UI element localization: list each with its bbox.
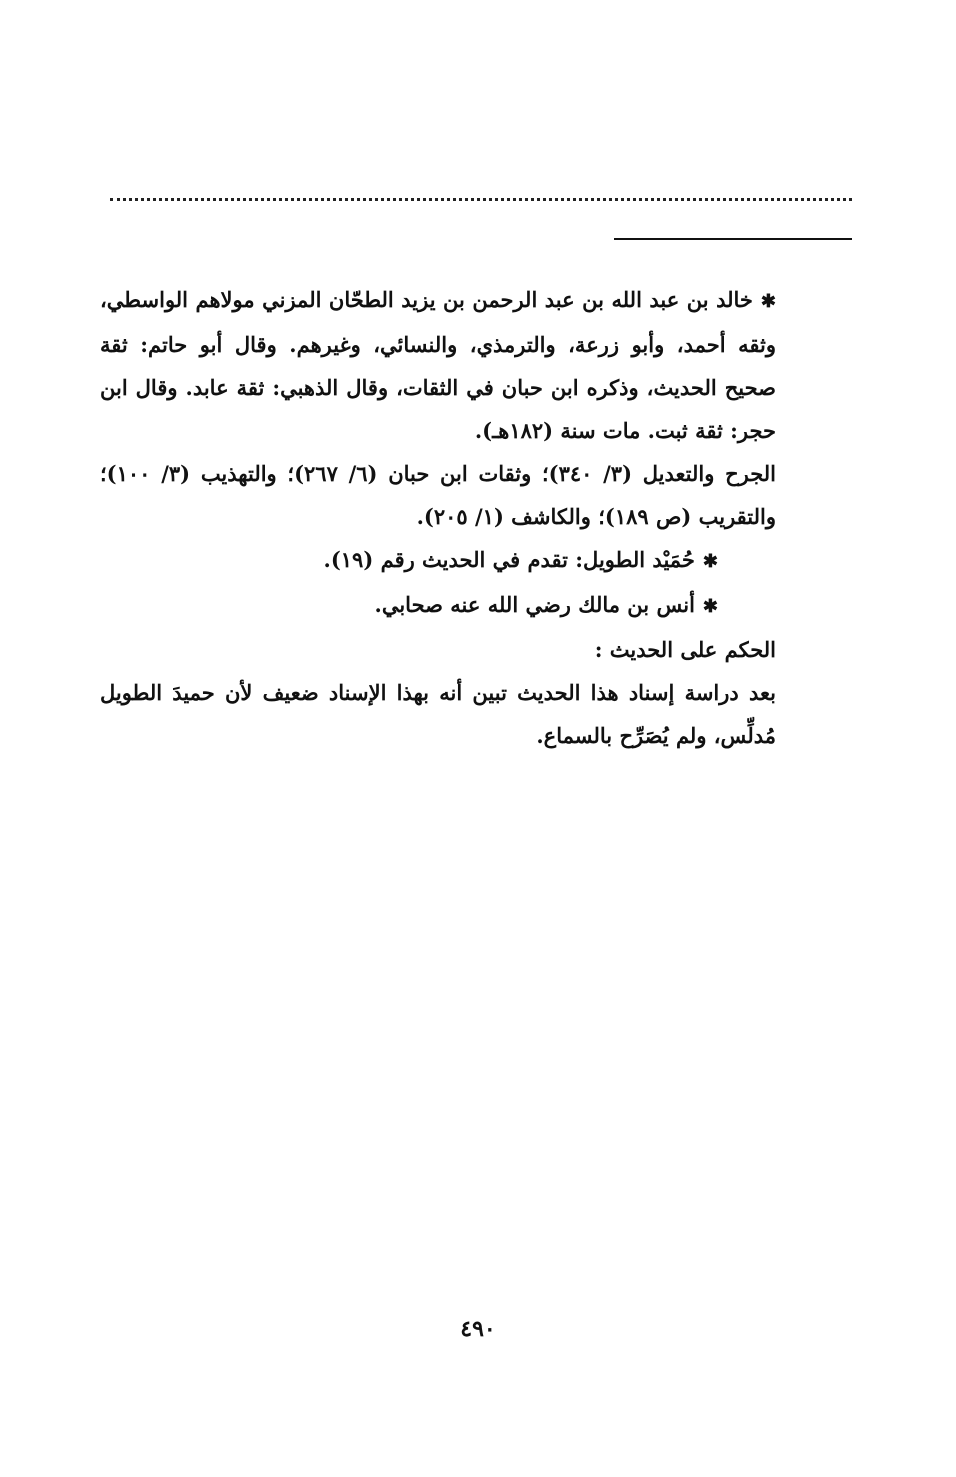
narrator-entry-anas: ✱أنس بن مالك رضي الله عنه صحابي. <box>374 592 718 617</box>
narrator-notes <box>100 278 776 757</box>
narrator-entry-khalid: ✱خالد بن عبد الله بن عبد الرحمن بن يزيد الطحّان المزني مولاهم الواسطي، وثقه أحمد، وأبو زرعة، والترمذي، والنسائي، وغيرهم. وقال أبو حاتم: ثقة صحيح الحديث، وذكره ابن حبان في الثقات، وقال الذهبي: ثقة عابد. وقال ابن حجر: ثقة ثبت. مات سنة (١٨٢هـ). <box>100 287 776 443</box>
narrator-entry-humaid: ✱حُمَيْد الطويل: تقدم في الحديث رقم (١٩). <box>323 547 718 572</box>
star-bullet-icon: ✱ <box>702 551 718 572</box>
page-number: ٤٩٠ <box>460 1316 496 1342</box>
ruling-text: بعد دراسة إسناد هذا الحديث تبين أنه بهذا الإسناد ضعيف لأن حميدَ الطويل مُدلِّس، ولم يُصَرِّح بالسماع. <box>100 680 776 748</box>
narrator-sources-khalid: الجرح والتعديل (٣/ ٣٤٠)؛ وثقات ابن حبان (٦/ ٢٦٧)؛ والتهذيب (٣/ ١٠٠)؛ والتقريب (ص ١٨٩)؛ والكاشف (١/ ٢٠٥). <box>100 461 776 529</box>
dotted-separator <box>110 198 852 201</box>
ruling-heading: الحكم على الحديث : <box>594 637 776 662</box>
star-bullet-icon: ✱ <box>702 596 718 617</box>
star-bullet-icon: ✱ <box>760 291 776 312</box>
footnote-rule <box>614 238 852 240</box>
